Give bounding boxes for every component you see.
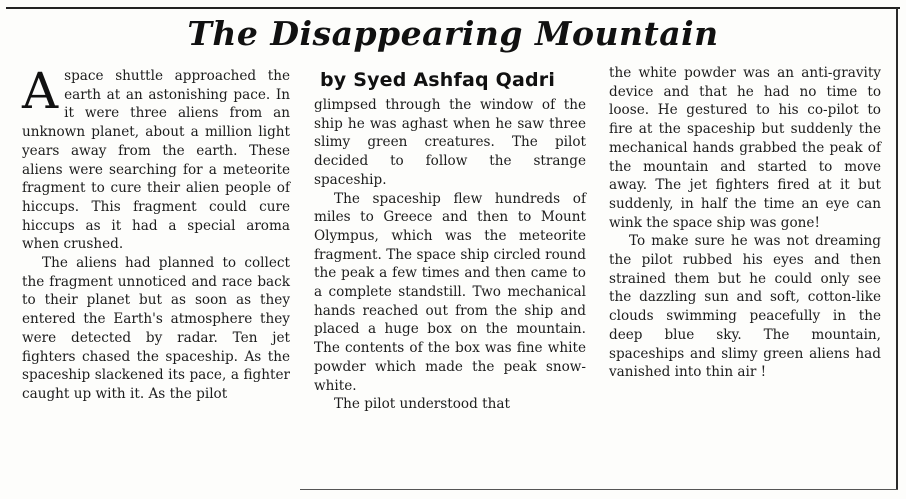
article-headline: The Disappearing Mountain [187,14,719,53]
right-border-rule [896,8,898,489]
paragraph-3: glimpsed through the window of the ship he was aghast when he saw three slimy green creatures. The pilot decided to follow the strange spaceship. [314,97,586,188]
article-column-2 [314,66,586,414]
paragraph-2: The aliens had planned to collect the fragment unnoticed and race back to their planet but as soon as they entered the Earth's atmosphere they were detected by radar. Ten jet fighters chased the spaceship. As the spaceship slackened its pace, a fighter caught up with it. As the pilot [22,255,290,402]
paragraph-5: The pilot understood that [334,396,510,413]
article-column-3 [609,64,881,382]
article-column-1 [22,62,290,404]
paragraph-4: The spaceship flew hundreds of miles to Greece and then to Mount Olympus, which was the meteorite fragment. The space ship circled round the peak a few times and then came to a complete standstill. Two mechanical hands reached out from the ship and placed a huge box on the mountain. The contents of the box was fine white powder which made the peak snow-white. [314,190,586,394]
paragraph-7: To make sure he was not dreaming the pilot rubbed his eyes and then strained them but he could only see the dazzling sun and soft, cotton-like clouds swimming peacefully in the deep blue sky. The mountain, spaceships and slimy green aliens had vanished into thin air ! [609,233,881,381]
top-border-rule [6,7,900,9]
paragraph-6: the white powder was an anti-gravity device and that he had no time to loose. He gestured to his co-pilot to fire at the spaceship but suddenly the mechanical hands grabbed the peak of the mountain and started to move away. The jet fighters fired at it but suddenly, in half the time an eye can wink the space ship was gone! [609,65,881,231]
bottom-border-rule [300,489,898,490]
drop-cap: A [22,62,59,120]
article-byline: by Syed Ashfaq Qadri [320,69,556,91]
paragraph-1-text: space shuttle approached the earth at an astonishing pace. In it were three aliens from an unknown planet, about a million light years away from the earth. These aliens were searching for a meteorite fragment to cure their alien people of hiccups. This fragment could cure hiccups as it had a special aroma when crushed. [22,68,290,253]
paragraph-1 [22,62,290,254]
